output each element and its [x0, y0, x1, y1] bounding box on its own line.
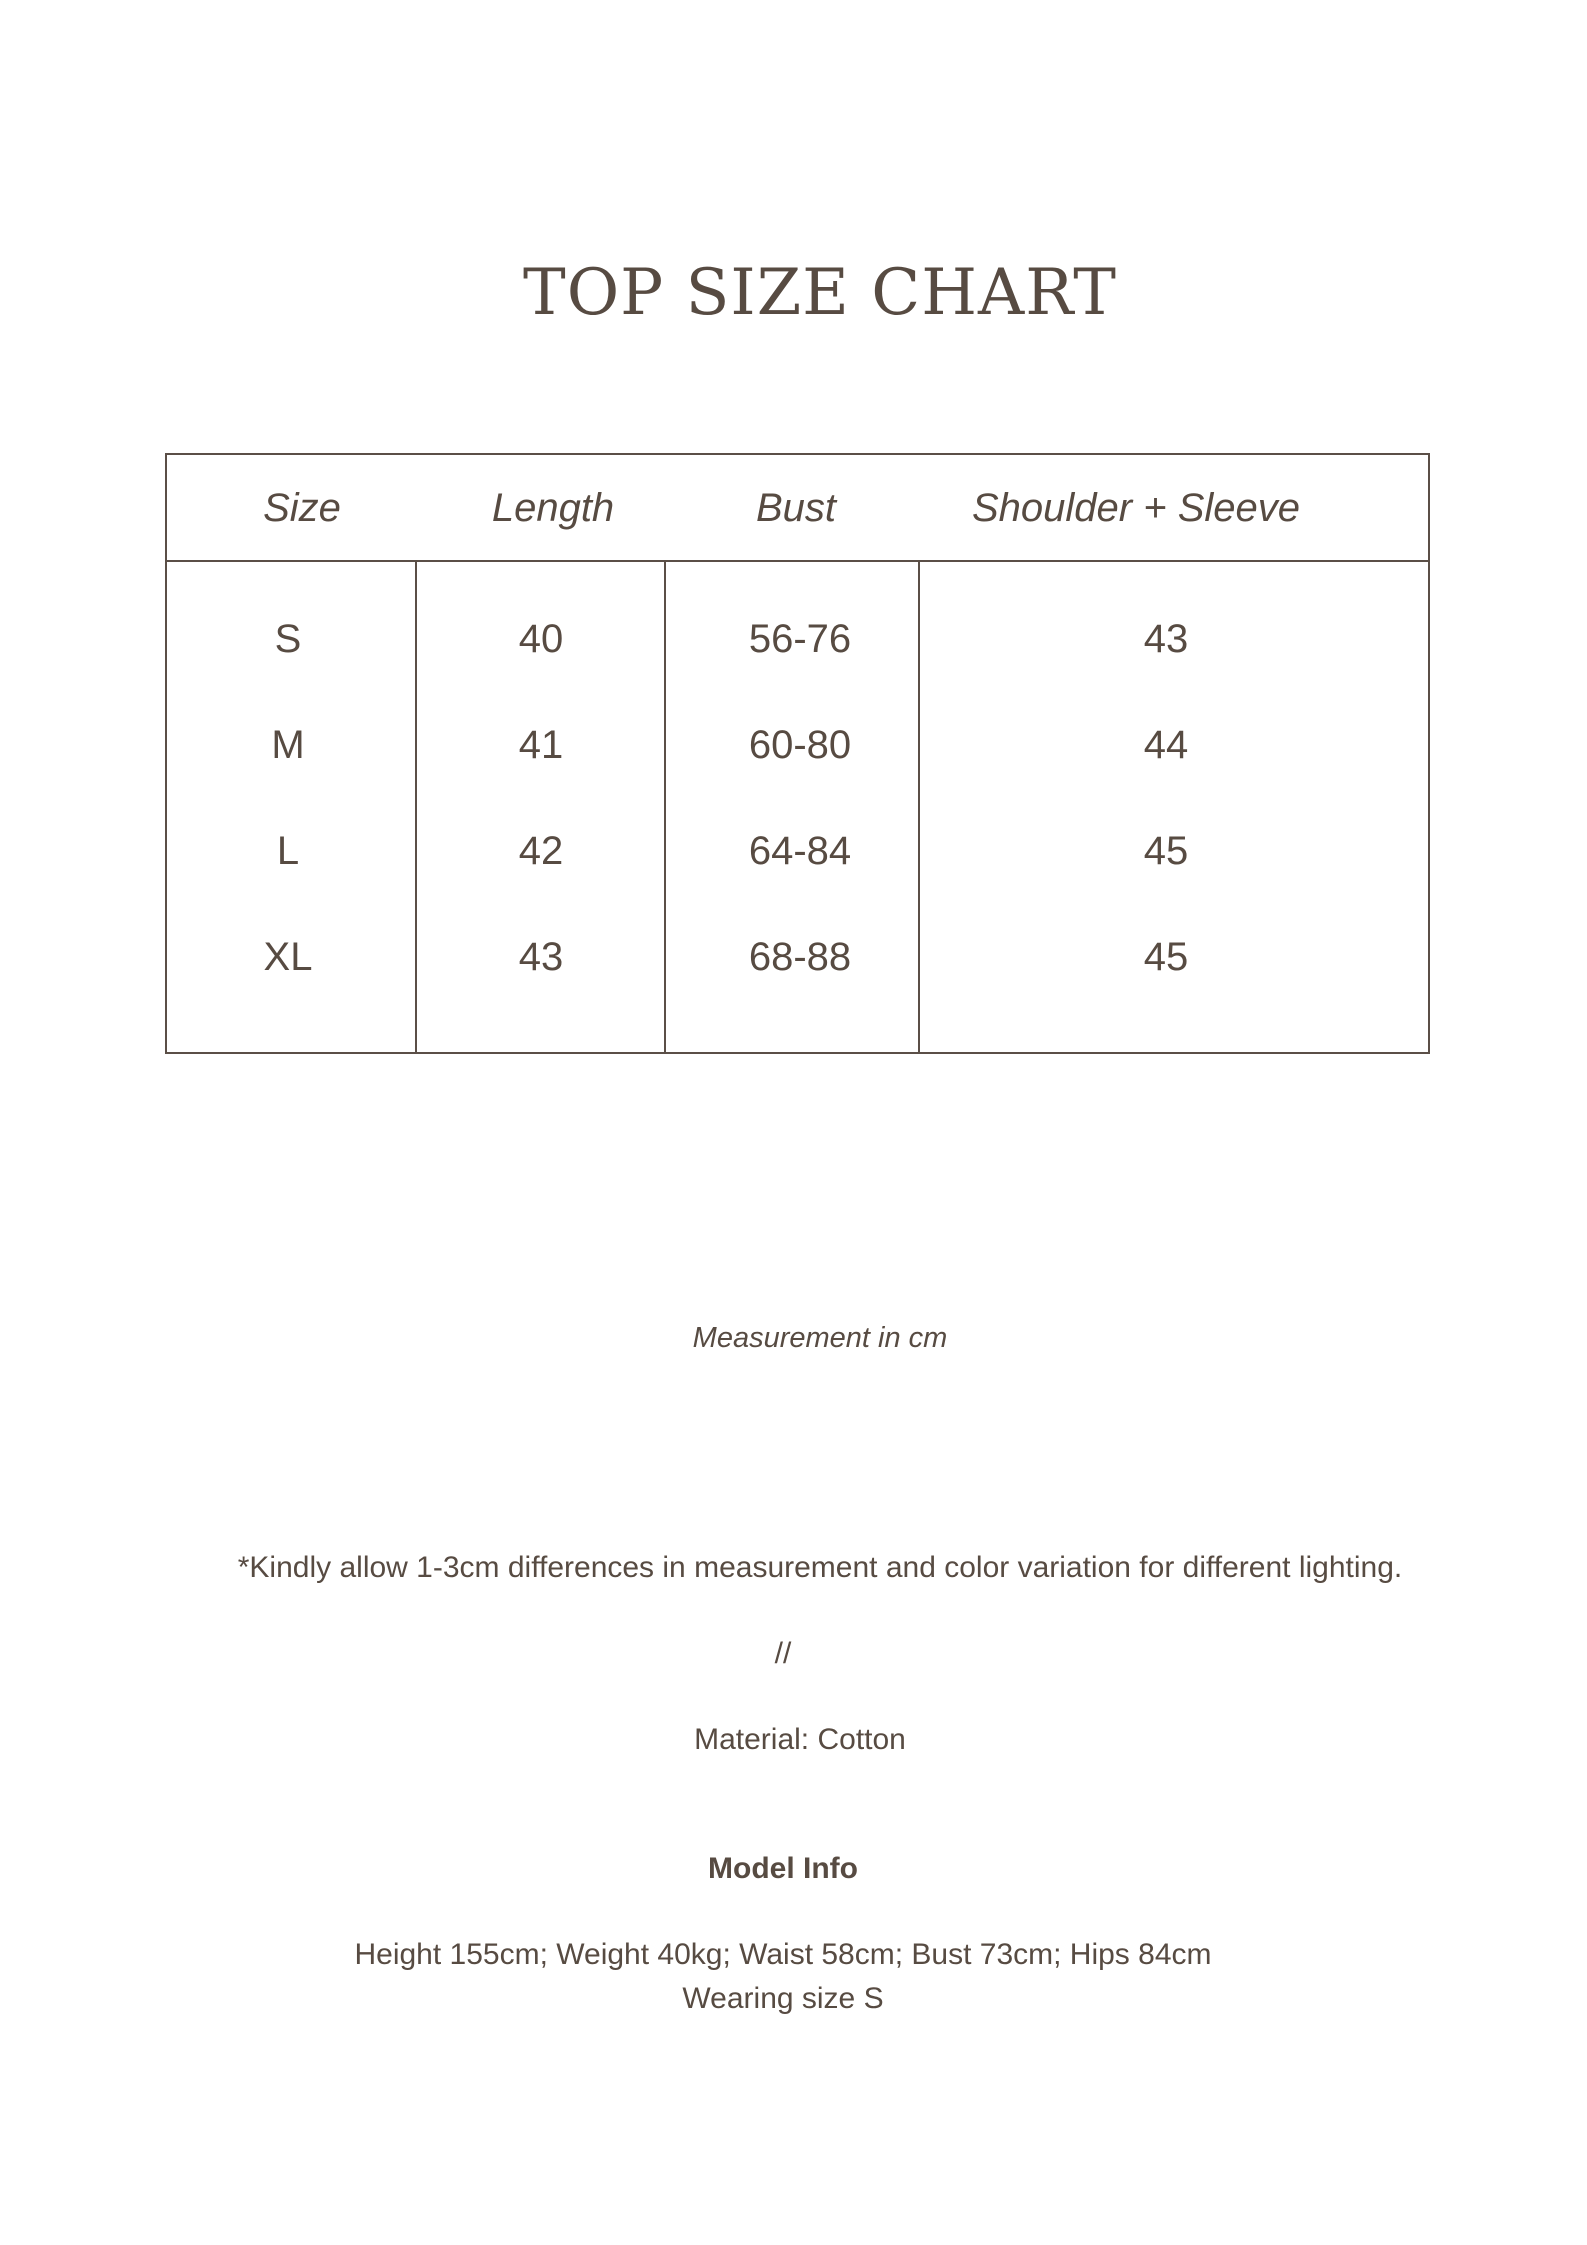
cell-shoulder-sleeve: 45 — [1143, 935, 1189, 979]
cell-bust: 56-76 — [748, 617, 852, 661]
column-divider — [415, 562, 417, 1052]
cell-length: 41 — [518, 723, 564, 767]
column-header-size: Size — [263, 486, 341, 530]
cell-bust: 68-88 — [748, 935, 852, 979]
cell-bust: 60-80 — [748, 723, 852, 767]
size-chart-table — [165, 453, 1430, 1054]
cell-length: 43 — [518, 935, 564, 979]
model-info-heading: Model Info — [708, 1852, 858, 1885]
page-title: TOP SIZE CHART — [523, 256, 1117, 330]
material-text: Material: Cotton — [694, 1723, 906, 1756]
cell-length: 40 — [518, 617, 564, 661]
column-header-shoulder-sleeve: Shoulder + Sleeve — [971, 486, 1301, 530]
cell-shoulder-sleeve: 43 — [1143, 617, 1189, 661]
table-header-row — [167, 455, 1428, 562]
column-divider — [918, 562, 920, 1052]
column-header-length: Length — [491, 486, 615, 530]
measurement-unit-note: Measurement in cm — [692, 1322, 948, 1354]
column-header-bust: Bust — [755, 486, 837, 530]
column-divider — [664, 562, 666, 1052]
cell-shoulder-sleeve: 44 — [1143, 723, 1189, 767]
model-wearing-size: Wearing size S — [682, 1982, 884, 2015]
model-measurements: Height 155cm; Weight 40kg; Waist 58cm; Bust 73cm; Hips 84cm — [354, 1938, 1212, 1971]
separator: // — [774, 1637, 792, 1670]
cell-size: M — [271, 723, 305, 767]
cell-size: L — [276, 829, 300, 873]
disclaimer-text: *Kindly allow 1-3cm differences in measurement and color variation for different lighting. — [237, 1551, 1403, 1584]
cell-shoulder-sleeve: 45 — [1143, 829, 1189, 873]
cell-size: XL — [263, 935, 313, 979]
cell-bust: 64-84 — [748, 829, 852, 873]
cell-length: 42 — [518, 829, 564, 873]
cell-size: S — [274, 617, 302, 661]
